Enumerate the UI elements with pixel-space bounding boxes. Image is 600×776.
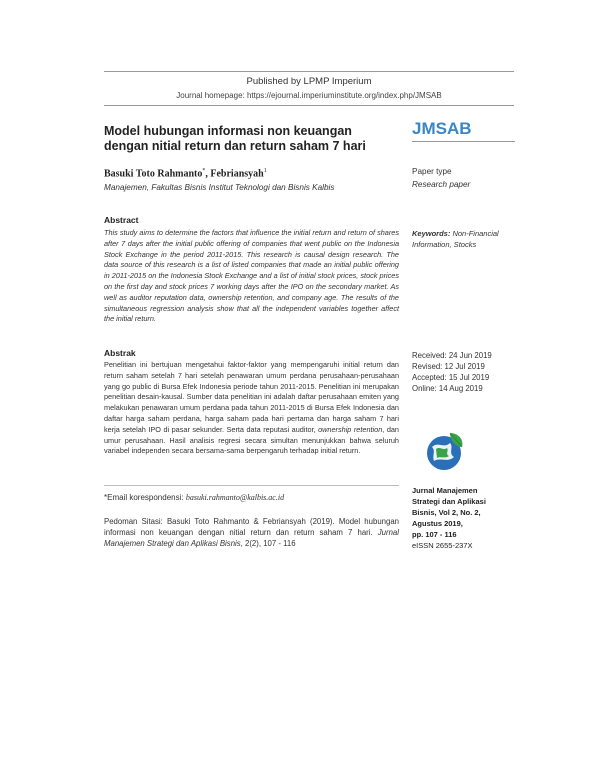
keywords-value: Non-Financial Information, Stocks (412, 229, 499, 249)
abstract-en-heading: Abstract (104, 215, 139, 225)
homepage-line[interactable]: Journal homepage: https://ejournal.imperiuminstitute.org/index.php/JMSAB (176, 91, 442, 100)
date-received: Received: 24 Jun 2019 (412, 351, 492, 360)
journal-line-1: Jurnal Manajemen (412, 486, 478, 495)
correspondence-email (104, 493, 284, 502)
abstract-id-part1: Penelitian ini bertujuan mengetahui faktor-faktor yang mempengaruhi initial return dan return saham setelah 7 hari setelah penawaran umum perdana perusahaan-perusahaan yang go public di Bursa Efek Indonesia periode tahun 2011-2015. Penelitian ini merupakan penelitian desain-kausal. Sumber data penelitian ini adalah daftar perusahaan emiten yang melakukan penawaran umum perdana pada tahun 2011-2015 di Bursa Efek Indonesia dan daftar harga saham perdana, harga saham pada hari pertama dan harga saham 7 hari kerja setelah IPO di pasar sekunder. Serta data reputasi auditor, (104, 360, 399, 434)
journal-line-2: Strategi dan Aplikasi (412, 497, 486, 506)
abstract-id-part2: , dan umur perusahaan. Hasil analisis regresi secara simultan menunjukkan bahwa seluruh variabel independen secara bersama-sama berpengaruh terhadap initial return. (104, 424, 399, 456)
keywords-label: Keywords: (412, 229, 451, 238)
citation-prefix: Pedoman Sitasi: Basuki Toto Rahmanto & Febriansyah (2019). Model hubungan informasi non keuangan dengan nitial return dan return saham 7 hari. (104, 517, 399, 537)
journal-header (104, 71, 514, 106)
publisher-line: Published by LPMP Imperium (246, 76, 372, 87)
affiliation: Manajemen, Fakultas Bisnis Institut Teknologi dan Bisnis Kalbis (104, 183, 335, 192)
journal-brand: JMSAB (412, 119, 472, 138)
abstract-id-text (104, 360, 399, 457)
date-revised: Revised: 12 Jul 2019 (412, 362, 485, 371)
article-title: Model hubungan informasi non keuangan dengan nitial return dan return saham 7 hari (104, 124, 366, 153)
author-separator: , (205, 168, 211, 180)
author-1: Basuki Toto Rahmanto (104, 168, 203, 180)
brand-divider (412, 141, 515, 142)
globe-leaf-logo-icon (420, 427, 468, 475)
abstract-id-heading: Abstrak (104, 348, 136, 358)
author-2-mark: 1 (263, 168, 267, 174)
journal-line-3: Bisnis, Vol 2, No. 2, (412, 508, 481, 517)
citation-guide (104, 516, 399, 549)
journal-line-4: Agustus 2019, (412, 519, 463, 528)
article-dates (412, 350, 492, 394)
abstract-id-italic: ownership retention (318, 424, 383, 434)
paper-type-heading: Paper type (412, 167, 452, 176)
journal-info (412, 485, 522, 551)
author-1-mark: * (202, 168, 206, 174)
email-address[interactable]: basuki.rahmanto@kalbis.ac.id (185, 493, 285, 502)
abstract-en-text: This study aims to determine the factors that influence the initial return and return of shares after 7 days after the initial public offering of companies that went public on the Indonesia Stock Exchange in the period 2011-2015. This research is causal design research. The data source of this research is a list of listed companies that made an initial public offering in 2011-2015 on the Indonesia Stock Exchange and a list of initial stock prices, stock prices on the first day and stock prices 7 working days after the IPO on the secondary market. As well as auditor reputation data, ownership retention, and company age. The results of the simultaneous regression analysis show that all the independent variables together affect the initial return. (104, 228, 399, 324)
footnote-divider (104, 485, 399, 486)
citation-journal: Jurnal Manajemen Strategi dan Aplikasi Bisnis (104, 528, 399, 548)
paper-type-value: Research paper (412, 180, 471, 189)
issn: eISSN 2655-237X (412, 541, 473, 550)
authors (104, 168, 267, 179)
journal-line-5: pp. 107 - 116 (412, 530, 457, 539)
author-2: Febriansyah (210, 168, 264, 180)
email-label: *Email korespondensi: (104, 493, 186, 502)
citation-suffix: , 2(2), 107 - 116 (240, 539, 296, 548)
date-online: Online: 14 Aug 2019 (412, 384, 483, 393)
date-accepted: Accepted: 15 Jul 2019 (412, 373, 490, 382)
keywords-block (412, 228, 522, 250)
